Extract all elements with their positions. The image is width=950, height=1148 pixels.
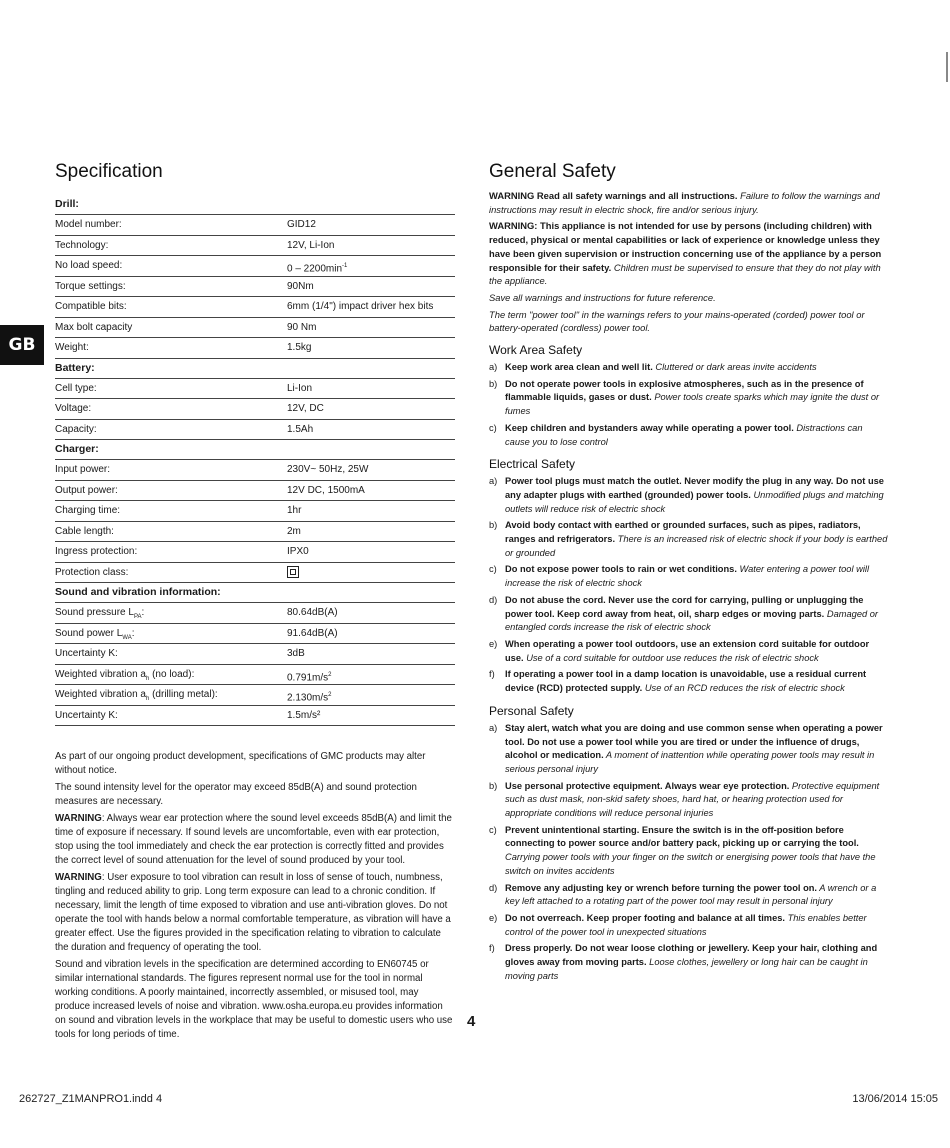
safety-italic-text: Use of a cord suitable for outdoor use reduces the risk of electric shock: [523, 652, 819, 663]
safety-italic-text: Unmodified plugs and matching outlets will reduce risk of electric shock: [505, 489, 884, 514]
spec-label: Torque settings:: [55, 280, 126, 292]
safety-intro-paragraph: [489, 219, 889, 288]
spec-value: 90 Nm: [287, 321, 317, 333]
spec-label: Charging time:: [55, 505, 121, 516]
safety-bold-text: Do not overreach. Keep proper footing and balance at all times.: [505, 912, 785, 923]
spec-value: $0.791m/s^2$: [287, 671, 332, 683]
spec-row: [55, 420, 455, 441]
spec-row: [55, 215, 455, 236]
safety-italic-text: Distractions can cause you to lose control: [505, 422, 863, 447]
specification-notes: [55, 750, 455, 1042]
spec-label: Compatible bits:: [55, 301, 127, 312]
safety-bold-text: Power tool plugs must match the outlet. Never modify the plug in any way. Do not use any adapter plugs with earthed (grounded) power tools.: [505, 476, 884, 500]
safety-bold-text: When operating a power tool outdoors, use an extension cord suitable for outdoor use.: [505, 638, 870, 663]
safety-item-text: [505, 422, 889, 449]
safety-item-text: [505, 519, 889, 560]
spec-label: Protection class:: [55, 566, 129, 578]
spec-label: Model number:: [55, 219, 122, 230]
spec-value: 91.64dB(A): [287, 627, 338, 639]
safety-intro-paragraph: [489, 291, 889, 305]
safety-item: [489, 563, 889, 590]
spec-value: 90Nm: [287, 280, 314, 292]
general-safety-title: General Safety: [489, 161, 616, 182]
spec-value: 12V, DC: [287, 403, 324, 414]
safety-item-text: [505, 563, 889, 590]
safety-item-text: [505, 668, 889, 695]
spec-value: 1.5kg: [287, 342, 312, 353]
spec-label: Uncertainty K:: [55, 709, 118, 721]
spec-label: Max bolt capacity: [55, 321, 133, 333]
spec-label: Ingress protection:: [55, 546, 138, 557]
spec-row: [55, 624, 455, 645]
safety-italic-text: Failure to follow the warnings and instructions may result in electric shock, fire and/or serious injury.: [489, 190, 880, 215]
spec-label: Weighted vibration $a_h$ (no load):: [55, 668, 195, 682]
footer-timestamp: 13/06/2014 15:05: [852, 1093, 938, 1105]
safety-item-text: [505, 475, 889, 516]
spec-value: 1hr: [287, 505, 302, 516]
spec-row: [55, 665, 455, 686]
safety-item: [489, 594, 889, 635]
safety-italic-text: Carrying power tools with your finger on the switch or energising power tools that have the switch on invites accidents: [505, 852, 876, 876]
spec-row: [55, 256, 455, 277]
safety-item: [489, 882, 889, 909]
spec-label-subscript: h: [145, 696, 150, 702]
safety-italic-text: Save all warnings and instructions for future reference.: [489, 291, 716, 303]
safety-bold-text: Remove any adjusting key or wrench before turning the power tool on.: [505, 882, 818, 893]
spec-row: [55, 277, 455, 298]
spec-label: No load speed:: [55, 260, 123, 271]
spec-value: 3dB: [287, 648, 305, 659]
safety-bold-text: Stay alert, watch what you are doing and use common sense when operating a power tool. Do not use a power tool while you are tired or under the influence of drugs, alcohol or medication.: [505, 722, 883, 761]
spec-value: GID12: [287, 219, 316, 230]
spec-row: [55, 685, 455, 706]
spec-label: Uncertainty K:: [55, 648, 118, 659]
spec-value: 1.5m/s²: [287, 709, 321, 721]
safety-item-text: [505, 824, 889, 879]
spec-label: Capacity:: [55, 423, 97, 435]
safety-item: [489, 422, 889, 449]
spec-value: $2.130m/s^2$: [287, 692, 332, 704]
safety-item: [489, 519, 889, 560]
safety-item: [489, 361, 889, 375]
safety-item: [489, 722, 889, 777]
note-paragraph: WARNING: User exposure to tool vibration can result in loss of sense of touch, numbness, tingling and reduced ability to grip. Long term exposure can lead to a chronic condition. If necessary, limit the length of time exposed to vibration and use anti-vibration gloves. Do not operate the tool with hands below a normal comfortable temperature, as vibration will have a greater effect. Use the figures provided in the specification relating to vibration to calculate the duration and frequency of operating the tool.: [55, 872, 451, 953]
spec-row: [55, 603, 455, 624]
spec-group-heading: Battery:: [55, 359, 455, 379]
safety-item: [489, 668, 889, 695]
safety-item: [489, 378, 889, 419]
spec-row: [55, 236, 455, 257]
spec-row: [55, 501, 455, 522]
safety-bold-text: WARNING: This appliance is not intended for use by persons (including children) with reduced, physical or mental capabilities or lack of experience or knowledge unless they have been given supervision or instruction concerning use of the appliance by a person responsible for their safety.: [489, 220, 882, 273]
spec-value: 230V~ 50Hz, 25W: [287, 464, 369, 475]
safety-item-marker: e): [489, 912, 498, 923]
spec-value: IPX0: [287, 546, 309, 557]
specification-table: [55, 195, 455, 726]
safety-item-marker: b): [489, 378, 498, 389]
safety-item-text: [505, 361, 817, 375]
spec-group-heading: Drill:: [55, 195, 455, 215]
note-paragraph: WARNING: Always wear ear protection where the sound level exceeds 85dB(A) and limit the time of exposure if necessary. If sound levels are uncomfortable, even with ear protection, stop using the tool immediately and check the ear protection is correctly fitted and provides the correct level of sound attenuation for the level of sound produced by your tool.: [55, 813, 452, 866]
spec-value: $0 - 2200\min^{-1}$: [287, 263, 348, 275]
spec-row: [55, 379, 455, 400]
safety-bold-text: Do not operate power tools in explosive atmospheres, such as in the presence of flammable liquids, gases or dust.: [505, 378, 864, 403]
spec-value: [287, 563, 455, 583]
spec-value: Li-Ion: [287, 382, 313, 394]
spec-label: Input power:: [55, 464, 111, 475]
general-safety-column: [489, 161, 889, 986]
safety-section-title: Personal Safety: [489, 703, 574, 718]
safety-bold-text: Do not abuse the cord. Never use the cord for carrying, pulling or unplugging the power tool. Keep cord away from heat, oil, sharp edges or moving parts.: [505, 594, 864, 619]
spec-value: 2m: [287, 525, 301, 537]
general-safety-intro: [489, 189, 889, 335]
spec-label: Voltage:: [55, 403, 92, 414]
spec-value-superscript: -1: [342, 263, 348, 269]
safety-item: [489, 942, 889, 983]
spec-group-heading: Charger:: [55, 440, 455, 460]
safety-bold-text: Prevent unintentional starting. Ensure the switch is in the off-position before connecting to power source and/or battery pack, picking up or carrying the tool.: [505, 824, 859, 849]
safety-item-text: [505, 378, 889, 419]
footer-filename: 262727_Z1MANPRO1.indd 4: [19, 1093, 163, 1105]
safety-italic-text: Protective equipment such as dust mask, non-skid safety shoes, hard hat, or hearing protection used for appropriate conditions will reduce personal injuries: [505, 780, 880, 819]
spec-label-subscript: WA: [122, 634, 132, 641]
spec-row: [55, 522, 455, 543]
safety-item-marker: f): [489, 943, 495, 954]
safety-item-marker: b): [489, 780, 498, 791]
spec-row: [55, 481, 455, 502]
safety-section-title: Work Area Safety: [489, 343, 583, 358]
safety-bold-text: WARNING Read all safety warnings and all instructions.: [489, 190, 738, 201]
safety-intro-paragraph: [489, 189, 889, 216]
safety-italic-text: Use of an RCD reduces the risk of electric shock: [642, 683, 845, 694]
safety-item: [489, 638, 889, 665]
spec-row: [55, 399, 455, 420]
safety-item-marker: a): [489, 362, 498, 373]
safety-item-text: [505, 594, 889, 635]
safety-item: [489, 824, 889, 879]
general-safety-sections: [489, 343, 889, 983]
spec-row: [55, 542, 455, 563]
safety-bold-text: Avoid body contact with earthed or grounded surfaces, such as pipes, radiators, ranges and refrigerators.: [505, 520, 861, 545]
warning-label: WARNING: [55, 872, 102, 883]
safety-item-text: [505, 722, 889, 777]
spec-row: [55, 318, 455, 339]
page-edge-mark: [946, 52, 948, 82]
spec-label: Output power:: [55, 484, 118, 496]
spec-label: Cable length:: [55, 525, 114, 537]
safety-section-title: Electrical Safety: [489, 457, 576, 472]
class-ii-icon: [287, 566, 299, 578]
warning-label: WARNING: [55, 813, 102, 824]
safety-italic-text: A wrench or a key left attached to a rotating part of the power tool may result in personal injury: [505, 882, 877, 907]
safety-italic-text: Power tools create sparks which may ignite the dust or fumes: [505, 392, 880, 417]
safety-item-text: [505, 942, 889, 983]
spec-row: [55, 563, 455, 584]
spec-group-heading: Sound and vibration information:: [55, 583, 455, 603]
safety-intro-paragraph: [489, 308, 889, 335]
safety-item-marker: d): [489, 882, 498, 893]
spec-value-superscript: 2: [328, 692, 332, 698]
spec-value-superscript: 2: [328, 671, 332, 678]
safety-item-marker: d): [489, 594, 498, 605]
safety-item-text: [505, 780, 889, 821]
note-paragraph: The sound intensity level for the operator may exceed 85dB(A) and sound protection measures are necessary.: [55, 782, 417, 807]
spec-label: Sound pressure $L_{PA}$:: [55, 607, 145, 620]
safety-bold-text: Dress properly. Do not wear loose clothing or jewellery. Keep your hair, clothing and gloves away from moving parts.: [505, 943, 878, 968]
spec-row: [55, 338, 455, 359]
safety-italic-text: Children must be supervised to ensure that they do not play with the appliance.: [489, 261, 881, 287]
spec-value: 80.64dB(A): [287, 607, 338, 618]
safety-item: [489, 912, 889, 939]
safety-item-text: [505, 882, 889, 909]
safety-italic-text: A moment of inattention while operating power tools may result in serious personal injury: [505, 750, 875, 774]
spec-label-subscript: PA: [133, 614, 142, 620]
spec-value: 1.5Ah: [287, 423, 314, 435]
spec-label: Technology:: [55, 239, 109, 251]
safety-item: [489, 780, 889, 821]
safety-italic-text: Cluttered or dark areas invite accidents: [652, 362, 817, 373]
spec-label-subscript: h: [145, 675, 150, 682]
safety-bold-text: Keep work area clean and well lit.: [505, 362, 653, 373]
spec-value: 6mm (1/4") impact driver hex bits: [287, 301, 434, 312]
safety-bold-text: Use personal protective equipment. Always wear eye protection.: [505, 780, 790, 791]
safety-item-text: [505, 912, 889, 939]
safety-italic-text: The term "power tool" in the warnings refers to your mains-operated (corded) power tool or battery-operated (cordless) power tool.: [489, 308, 865, 334]
language-tab: GB: [0, 325, 44, 365]
spec-value: 12V, Li-Ion: [287, 239, 335, 251]
safety-bold-text: Do not expose power tools to rain or wet conditions.: [505, 564, 737, 575]
note-paragraph: As part of our ongoing product development, specifications of GMC products may alter without notice.: [55, 751, 426, 776]
spec-label: Cell type:: [55, 382, 97, 394]
safety-item-marker: c): [489, 422, 497, 433]
specification-column: [55, 161, 455, 1045]
safety-italic-text: There is an increased risk of electric shock if your body is earthed or grounded: [505, 534, 888, 558]
note-paragraph: Sound and vibration levels in the specification are determined according to EN60745 or similar international standards. The figures represent normal use for the tool in normal working conditions. A poorly maintained, incorrectly assembled, or misused tool, may produce increased levels of noise and vibration. www.osha.europa.eu provides information on sound and vibration levels in the workplace that may be useful to domestic users who use tools for long periods of time.: [55, 959, 453, 1040]
page-number: 4: [467, 1013, 476, 1030]
safety-item-text: [505, 638, 889, 665]
safety-bold-text: If operating a power tool in a damp location is unavoidable, use a residual current device (RCD) protected supply.: [505, 669, 867, 694]
safety-item: [489, 475, 889, 516]
safety-item-marker: c): [489, 564, 497, 575]
specification-title: Specification: [55, 161, 163, 182]
spec-label: Weighted vibration $a_h$ (drilling metal):: [55, 689, 218, 702]
spec-value: 12V DC, 1500mA: [287, 484, 365, 496]
spec-row: [55, 297, 455, 318]
safety-item-marker: f): [489, 669, 495, 680]
safety-italic-text: Water entering a power tool will increase the risk of electric shock: [505, 564, 870, 589]
safety-item-marker: b): [489, 520, 498, 531]
safety-italic-text: Damaged or entangled cords increase the risk of electric shock: [505, 608, 879, 633]
spec-row: [55, 460, 455, 481]
spec-row: [55, 706, 455, 727]
spec-label: Weight:: [55, 342, 89, 353]
spec-row: [55, 644, 455, 665]
safety-item-marker: a): [489, 476, 498, 487]
safety-bold-text: Keep children and bystanders away while operating a power tool.: [505, 422, 794, 433]
safety-item-marker: a): [489, 722, 498, 733]
safety-italic-text: This enables better control of the power tool in unexpected situations: [505, 912, 867, 937]
safety-italic-text: Loose clothes, jewellery or long hair can be caught in moving parts: [505, 957, 868, 981]
safety-item-marker: c): [489, 824, 497, 835]
spec-label: Sound power $L_{WA}$:: [55, 627, 135, 641]
safety-item-marker: e): [489, 638, 498, 649]
